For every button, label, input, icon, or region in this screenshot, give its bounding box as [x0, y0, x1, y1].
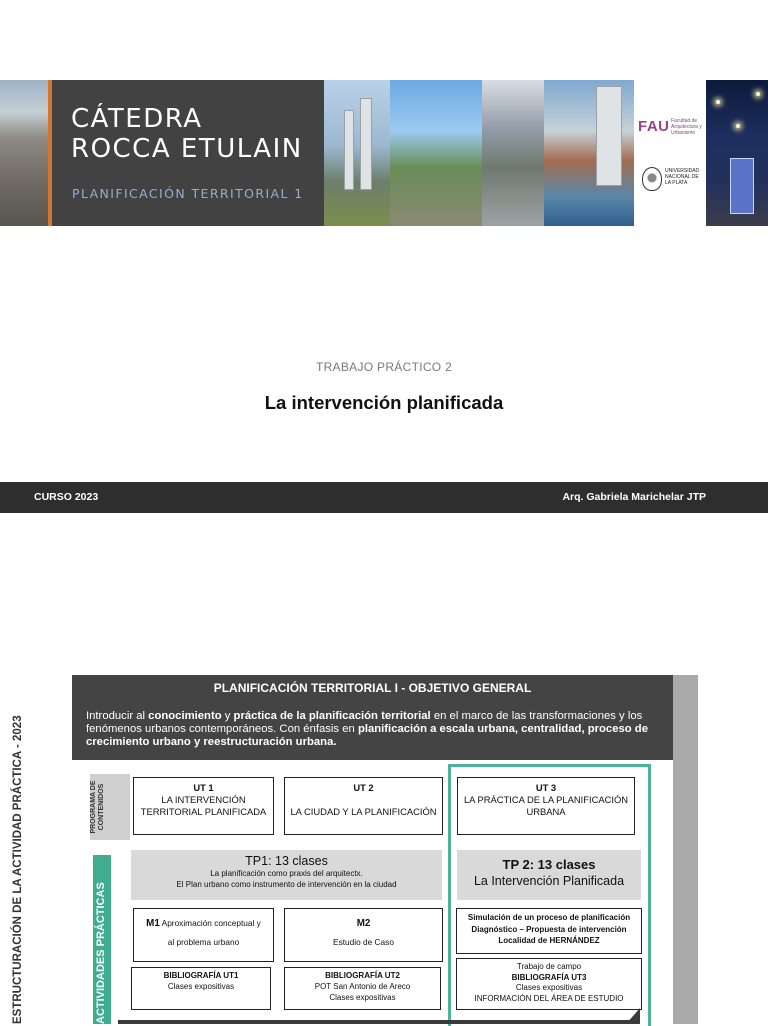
bibliography-box-ut1	[131, 967, 271, 1010]
unit-line: LA INTERVENCIÓN	[161, 794, 246, 805]
objective-body	[86, 710, 670, 749]
tp-label: TRABAJO PRÁCTICO 2	[315, 360, 453, 374]
module-code: M2	[356, 918, 371, 929]
fau-logo: FAU	[638, 118, 670, 135]
tp1-line: La planificación como praxis del arquitectx.	[210, 869, 363, 878]
unit-line	[285, 794, 442, 806]
module-line: Estudio de Caso	[333, 937, 394, 947]
street-lamp	[716, 100, 720, 104]
catedra-title-line2: ROCCA ETULAIN	[71, 134, 303, 164]
path-photo	[390, 80, 482, 226]
objective-text-run: planificación a escala urbana, centralidad, proceso de crecimiento urbano y reestructuración urbana.	[86, 723, 648, 748]
tower-shape	[360, 98, 372, 190]
unit-line: LA CIUDAD Y LA PLANIFICACIÓN	[290, 806, 437, 817]
module-line: Aproximación conceptual y	[161, 918, 261, 928]
module-line: al problema urbano	[167, 937, 240, 947]
objective-text-run: práctica de la planificación territorial	[233, 710, 431, 722]
tp2-line: La Intervención Planificada	[473, 874, 625, 888]
unit-box-ut1	[133, 777, 274, 835]
harbor-photo	[544, 80, 634, 226]
fieldwork-line: Clases expositivas	[515, 983, 583, 992]
course-year: CURSO 2023	[34, 491, 99, 503]
bibliography-box-ut2	[284, 967, 441, 1010]
programa-label: PROGRAMA DE CONTENIDOS	[90, 780, 105, 834]
objective-text-run: en el marco de las transformaciones y los fenómenos urbanos contemporáneos. Con énfasis en	[86, 710, 643, 735]
catedra-title-line1: CÁTEDRA	[71, 104, 203, 134]
header-banner	[0, 80, 768, 226]
footer-bar	[0, 482, 768, 513]
unit-code: UT 1	[193, 782, 214, 793]
bibliography-title: BIBLIOGRAFÍA UT2	[325, 971, 400, 980]
actividades-label: ACTIVIDADES PRÁCTICAS	[95, 882, 107, 1024]
unit-box-ut2	[284, 777, 443, 835]
street-lamp	[756, 92, 760, 96]
tp1-line: El Plan urbano como instrumento de intervención en la ciudad	[176, 880, 397, 889]
fieldwork-line: INFORMACIÓN DEL ÁREA DE ESTUDIO	[474, 993, 624, 1003]
bibliography-line: POT San Antonio de Areco	[314, 982, 411, 991]
title-panel	[52, 80, 324, 226]
bus-shape	[730, 158, 754, 214]
tp2-heading: TP 2: 13 clases	[502, 857, 596, 872]
towers-photo	[324, 80, 390, 226]
fieldwork-line: BIBLIOGRAFÍA UT3	[511, 972, 587, 982]
unit-line: LA PRÁCTICA DE LA PLANIFICACIÓN	[463, 794, 629, 805]
tower-shape	[344, 110, 354, 190]
objective-text-run: conocimiento	[148, 710, 222, 722]
module-code: M1	[146, 918, 160, 929]
module-box-m1	[133, 908, 274, 962]
bibliography-line: Clases expositivas	[329, 993, 396, 1002]
simulation-line: Simulación de un proceso de planificación	[467, 913, 631, 922]
unit-line: TERRITORIAL PLANIFICADA	[140, 806, 267, 817]
tower-shape	[596, 86, 622, 186]
side-label: ESTRUCTURACIÓN DE LA ACTIVIDAD PRÁCTICA - 2023	[12, 715, 24, 1024]
tp-title: La intervención planificada	[264, 392, 504, 413]
bibliography-title: BIBLIOGRAFÍA UT1	[163, 971, 239, 980]
objective-panel	[72, 675, 673, 760]
objective-title: PLANIFICACIÓN TERRITORIAL I - OBJETIVO GENERAL	[213, 681, 532, 695]
fieldwork-line: Trabajo de campo	[516, 962, 582, 971]
valley-photo	[482, 80, 544, 226]
timeline-arrowhead-icon	[626, 1008, 640, 1024]
fau-logo-text: Facultad de Arquitectura y Urbanismo	[671, 118, 702, 136]
city-photo	[0, 80, 50, 226]
simulation-line: Diagnóstico – Propuesta de intervención	[471, 924, 627, 934]
tp1-box	[131, 850, 442, 900]
programa-label-box	[90, 774, 130, 840]
unlp-logo-text: UNIVERSIDAD NACIONAL DE LA PLATA	[665, 168, 700, 186]
unit-code: UT 3	[535, 782, 557, 793]
night-street-photo	[706, 80, 768, 226]
simulation-line: Localidad de HERNÁNDEZ	[498, 936, 600, 945]
author-credit: Arq. Gabriela Marichelar JTP	[562, 491, 706, 503]
simulation-box	[456, 908, 642, 954]
street-lamp	[736, 124, 740, 128]
tp1-heading: TP1: 13 clases	[245, 854, 328, 868]
course-subtitle: PLANIFICACIÓN TERRITORIAL 1	[72, 186, 304, 201]
unit-code: UT 2	[353, 782, 374, 793]
objective-text-run: Introducir al	[86, 710, 149, 722]
objective-text-run: y	[221, 710, 234, 722]
actividades-label-box	[93, 855, 111, 1024]
module-box-m2	[284, 908, 443, 962]
unlp-seal-icon	[642, 167, 662, 191]
logo-panel	[634, 80, 706, 226]
tp2-box	[457, 850, 641, 900]
unit-line: URBANA	[526, 806, 566, 817]
bibliography-line: Clases expositivas	[167, 982, 235, 991]
timeline-arrow-bar	[118, 1020, 638, 1024]
fieldwork-box	[456, 958, 642, 1010]
